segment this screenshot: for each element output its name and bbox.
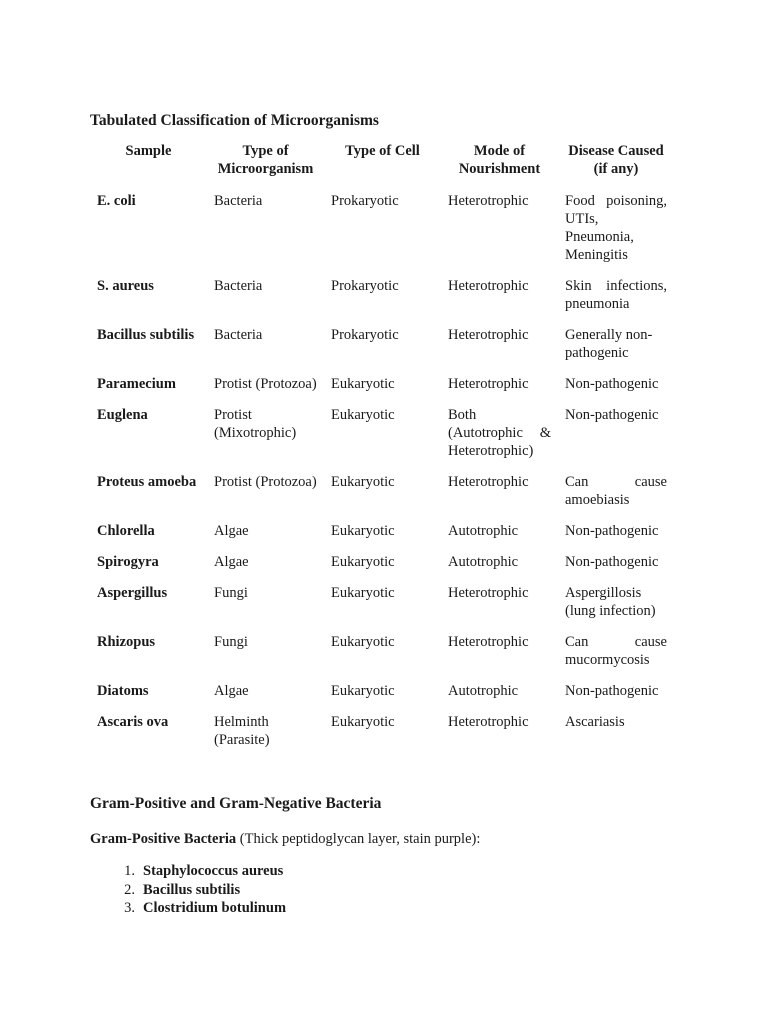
column-header-sample: Sample xyxy=(125,143,172,159)
gram-section-heading: Gram-Positive and Gram-Negative Bacteria xyxy=(90,795,382,812)
cell-disease: Skin infections, pneumonia xyxy=(565,278,667,312)
cell-microorganism: Algae xyxy=(214,523,249,539)
gram-positive-description: (Thick peptidoglycan layer, stain purple): xyxy=(236,831,481,847)
cell-microorganism: Fungi xyxy=(214,585,248,601)
cell-sample: Rhizopus xyxy=(97,634,156,650)
bacteria-name: Clostridium botulinum xyxy=(143,900,287,916)
list-number: 3. xyxy=(124,900,135,916)
cell-cell-type: Prokaryotic xyxy=(331,327,399,343)
cell-sample: Bacillus subtilis xyxy=(97,327,195,343)
cell-microorganism: Bacteria xyxy=(214,193,263,209)
bacteria-name: Bacillus subtilis xyxy=(143,881,241,898)
list-item xyxy=(90,881,286,900)
cell-disease: Generally non-pathogenic xyxy=(565,327,653,361)
cell-nourishment: Heterotrophic xyxy=(448,634,529,650)
cell-nourishment: Both (Autotrophic & Heterotrophic) xyxy=(448,407,551,459)
cell-disease: Aspergillosis (lung infection) xyxy=(565,585,656,619)
cell-microorganism: Algae xyxy=(214,683,249,699)
table-row xyxy=(90,473,674,522)
cell-cell-type: Eukaryotic xyxy=(331,683,395,699)
cell-nourishment: Heterotrophic xyxy=(448,714,529,730)
column-header-type-of-microorganism: Type of Microorganism xyxy=(217,143,314,177)
column-header-type-of-cell: Type of Cell xyxy=(345,143,420,159)
cell-nourishment: Autotrophic xyxy=(448,523,519,539)
cell-sample: Spirogyra xyxy=(97,554,159,570)
cell-sample: E. coli xyxy=(97,193,136,209)
list-item xyxy=(90,862,286,881)
gram-positive-label: Gram-Positive Bacteria xyxy=(90,831,237,847)
cell-microorganism: Protist (Mixotrophic) xyxy=(214,407,297,441)
cell-sample: Proteus amoeba xyxy=(97,474,197,490)
cell-microorganism: Algae xyxy=(214,554,249,570)
list-number: 1. xyxy=(124,863,135,879)
table-row xyxy=(90,633,674,682)
cell-sample: Euglena xyxy=(97,407,148,423)
cell-microorganism: Helminth (Parasite) xyxy=(214,714,270,748)
cell-cell-type: Eukaryotic xyxy=(331,474,395,490)
cell-cell-type: Eukaryotic xyxy=(331,376,395,392)
cell-cell-type: Prokaryotic xyxy=(331,278,399,294)
cell-disease: Can cause mucormycosis xyxy=(565,634,667,668)
cell-sample: Aspergillus xyxy=(97,585,168,601)
cell-cell-type: Eukaryotic xyxy=(331,585,395,601)
cell-microorganism: Bacteria xyxy=(214,278,263,294)
cell-cell-type: Eukaryotic xyxy=(331,407,395,423)
cell-sample: Diatoms xyxy=(97,683,149,699)
cell-nourishment: Autotrophic xyxy=(448,683,519,699)
table-row xyxy=(90,522,674,553)
table-row xyxy=(90,277,674,326)
cell-sample: S. aureus xyxy=(97,278,154,294)
table-row xyxy=(90,584,674,633)
cell-disease: Non-pathogenic xyxy=(565,407,659,423)
gram-positive-paragraph xyxy=(90,830,480,848)
cell-microorganism: Protist (Protozoa) xyxy=(214,376,317,392)
list-item xyxy=(90,899,286,918)
cell-nourishment: Heterotrophic xyxy=(448,327,529,343)
cell-sample: Ascaris ova xyxy=(97,714,169,730)
table-row xyxy=(90,553,674,584)
list-number: 2. xyxy=(124,881,135,898)
cell-microorganism: Bacteria xyxy=(214,327,263,343)
gram-positive-list xyxy=(90,862,286,918)
cell-nourishment: Heterotrophic xyxy=(448,278,529,294)
cell-cell-type: Eukaryotic xyxy=(331,523,395,539)
cell-disease: Non-pathogenic xyxy=(565,376,659,392)
cell-disease: Ascariasis xyxy=(565,714,625,730)
table-row xyxy=(90,375,674,406)
cell-nourishment: Heterotrophic xyxy=(448,585,529,601)
table-row xyxy=(90,713,674,762)
column-header-mode-of-nourishment: Mode of Nourishment xyxy=(458,143,541,177)
table-row xyxy=(90,192,674,277)
cell-disease: Non-pathogenic xyxy=(565,523,659,539)
cell-sample: Chlorella xyxy=(97,523,155,539)
cell-sample: Paramecium xyxy=(97,376,176,392)
cell-cell-type: Prokaryotic xyxy=(331,193,399,209)
cell-microorganism: Protist (Protozoa) xyxy=(214,474,317,490)
table-row xyxy=(90,682,674,713)
cell-nourishment: Autotrophic xyxy=(448,554,519,570)
column-header-disease-caused: Disease Caused (if any) xyxy=(568,143,664,177)
cell-nourishment: Heterotrophic xyxy=(448,193,529,209)
cell-disease: Can cause amoebiasis xyxy=(565,474,667,508)
cell-disease: Food poisoning, UTIs, Pneumonia, Meningitis xyxy=(565,193,667,263)
cell-nourishment: Heterotrophic xyxy=(448,474,529,490)
classification-table xyxy=(90,142,674,762)
cell-cell-type: Eukaryotic xyxy=(331,714,395,730)
cell-disease: Non-pathogenic xyxy=(565,683,659,699)
cell-microorganism: Fungi xyxy=(214,634,248,650)
table-row xyxy=(90,326,674,375)
cell-disease: Non-pathogenic xyxy=(565,554,659,570)
cell-cell-type: Eukaryotic xyxy=(331,634,395,650)
table-row xyxy=(90,406,674,473)
table-header-row xyxy=(90,142,674,192)
cell-cell-type: Eukaryotic xyxy=(331,554,395,570)
bacteria-name: Staphylococcus aureus xyxy=(143,863,284,879)
page-title: Tabulated Classification of Microorganisms xyxy=(90,112,379,129)
cell-nourishment: Heterotrophic xyxy=(448,376,529,392)
